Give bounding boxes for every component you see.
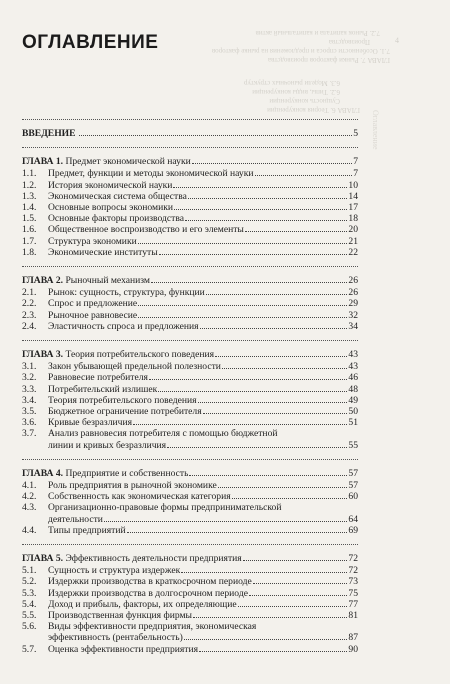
entry-number: 1.1. [22, 168, 37, 180]
entry-line [22, 156, 358, 167]
dot-leader [245, 231, 348, 232]
entry-title: Основные вопросы экономики [48, 202, 174, 213]
entry-line [22, 480, 358, 491]
page-number: 60 [348, 491, 358, 503]
entry-number: 3.5. [22, 406, 37, 417]
dot-leader [222, 368, 347, 369]
section-entry[interactable] [22, 321, 358, 332]
dot-leader [138, 243, 348, 244]
entry-line [22, 553, 358, 564]
page-number: 43 [348, 361, 358, 373]
page-number: 21 [348, 235, 358, 247]
dot-leader [158, 391, 347, 392]
entry-title: Издержки производства в краткосрочном периоде [48, 576, 252, 588]
section-divider [22, 544, 358, 545]
entry-line [22, 287, 358, 298]
page-number: 26 [348, 287, 358, 299]
entry-number: 5.1. [22, 565, 37, 577]
dot-leader [238, 606, 348, 607]
page-number: 7 [353, 156, 358, 168]
chapter-entry[interactable] [22, 156, 358, 167]
entry-title: Рыночное равновесие [48, 309, 138, 321]
entry-line [22, 644, 358, 655]
dot-leader [181, 572, 347, 573]
entry-number: 1.6. [22, 224, 37, 236]
section-entry[interactable] [22, 428, 358, 450]
bleed-page-number: 4 [395, 36, 399, 45]
entry-number: 3.4. [22, 394, 37, 406]
entry-line [22, 417, 358, 428]
bleed-line: ГЛАВА 6. Теория конкуренции [267, 106, 360, 114]
entry-title: Доход и прибыль, факторы, их определяющие [48, 598, 237, 610]
dot-leader [167, 447, 347, 448]
entry-line [22, 565, 358, 576]
entry-title: Закон убывающей предельной полезности [48, 361, 221, 373]
dot-leader [232, 498, 348, 499]
entry-number: 2.1. [22, 287, 37, 299]
entry-line [22, 349, 358, 360]
entry-number: 2.3. [22, 309, 37, 321]
dot-leader [174, 209, 347, 210]
page-number: 10 [348, 179, 358, 191]
chapter-title: Рыночный механизм [63, 275, 150, 286]
page-number: 14 [348, 190, 358, 202]
page-number: 81 [348, 610, 358, 621]
section-divider [22, 266, 358, 267]
entry-line [22, 588, 358, 599]
bleed-through-text [200, 28, 420, 114]
entry-number: 3.7. [22, 428, 37, 440]
section-entry[interactable] [22, 610, 358, 621]
entry-line [22, 599, 358, 610]
entry-title: Рынок: сущность, структура, функции [48, 287, 205, 299]
entry-line [22, 468, 358, 479]
page-number: 72 [348, 565, 358, 577]
entry-title: Спрос и предложение [48, 298, 138, 310]
dot-leader [253, 583, 348, 584]
chapter-title: Эффективность деятельности предприятия [63, 553, 242, 564]
bleed-line: ГЛАВА 7. Рынки факторов производства [268, 56, 390, 64]
entry-line [22, 525, 358, 536]
entry-title: Эластичность спроса и предложения [48, 320, 199, 332]
section-divider [22, 340, 358, 341]
entry-title: эффективность (рентабельность) [48, 632, 183, 644]
entry-title: Издержки производства в долгосрочном периоде [48, 587, 248, 599]
page-number: 43 [348, 349, 358, 360]
section-entry[interactable] [22, 480, 358, 491]
entry-title: Экономическая система общества [48, 190, 187, 202]
section-entry[interactable] [22, 417, 358, 428]
section-entry[interactable] [22, 213, 358, 224]
chapter-label: ГЛАВА 4. [22, 467, 64, 479]
section-entry[interactable] [22, 236, 358, 247]
entry-line [22, 247, 358, 258]
section-entry[interactable] [22, 644, 358, 655]
section-entry[interactable] [22, 395, 358, 406]
section-divider [22, 147, 358, 148]
bleed-line: 7.2. Рынок капитала и капитальный актив [255, 29, 380, 37]
entry-line [22, 491, 358, 502]
entry-line [22, 621, 358, 632]
chapter-label: ВВЕДЕНИЕ [22, 128, 76, 139]
entry-title: Потребительский излишек [48, 383, 158, 395]
entry-number: 5.4. [22, 598, 37, 610]
section-entry[interactable] [22, 191, 358, 202]
section-entry[interactable] [22, 298, 358, 309]
entry-line [22, 440, 358, 451]
entry-number: 3.1. [22, 361, 37, 373]
section-entry[interactable] [22, 576, 358, 587]
dot-leader [185, 220, 347, 221]
intro-entry[interactable] [22, 128, 358, 139]
entry-title: История экономической науки [48, 179, 173, 191]
entry-number: 5.3. [22, 587, 37, 599]
page-number: 77 [348, 598, 358, 610]
dot-leader [184, 639, 348, 640]
entry-line [22, 224, 358, 235]
entry-line [22, 168, 358, 179]
page-number: 69 [348, 524, 358, 536]
page-number: 7 [353, 168, 358, 180]
entry-number: 2.4. [22, 320, 37, 332]
entry-line [22, 275, 358, 286]
chapter-label: ГЛАВА 3. [22, 349, 64, 360]
entry-line [22, 514, 358, 525]
dot-leader [151, 282, 347, 283]
chapter-title: Теория потребительского поведения [63, 349, 215, 360]
section-entry[interactable] [22, 168, 358, 179]
entry-number: 3.3. [22, 383, 37, 395]
dot-leader [255, 175, 353, 176]
page-number: 34 [348, 320, 358, 332]
dot-leader [138, 305, 347, 306]
entry-line [22, 180, 358, 191]
bleed-line: 6.2. Типы, виды конкуренции [252, 88, 340, 96]
entry-title: Теория потребительского поведения [48, 394, 197, 406]
entry-title: Собственность как экономическая категория [48, 491, 231, 503]
entry-title: Экономические институты [48, 246, 158, 258]
section-entry[interactable] [22, 372, 358, 383]
dot-leader [192, 163, 352, 164]
entry-line [22, 576, 358, 587]
entry-line [22, 191, 358, 202]
entry-number: 4.4. [22, 524, 37, 536]
entry-line [22, 372, 358, 383]
entry-line [22, 395, 358, 406]
page-number: 18 [348, 213, 358, 225]
bleed-line: 7.1. Особенности спроса и предложения на рынке факторов [211, 47, 390, 55]
page-number: 22 [348, 246, 358, 258]
section-entry[interactable] [22, 310, 358, 321]
entry-number: 3.2. [22, 372, 37, 384]
entry-title: Организационно-правовые формы предпринимательской [48, 502, 282, 514]
entry-line [22, 236, 358, 247]
dot-leader [189, 475, 347, 476]
entry-title: Предмет, функции и методы экономической науки [48, 168, 254, 180]
entry-number: 2.2. [22, 298, 37, 310]
dot-leader [206, 294, 348, 295]
entry-title: Производственная функция фирмы [48, 610, 192, 621]
page-number: 73 [348, 576, 358, 588]
entry-number: 3.6. [22, 417, 37, 429]
page-number: 57 [348, 467, 358, 479]
section-entry[interactable] [22, 384, 358, 395]
page-number: 5 [353, 128, 358, 139]
section-entry[interactable] [22, 565, 358, 576]
page-title: ОГЛАВЛЕНИЕ [22, 32, 159, 53]
page-number: 55 [348, 439, 358, 451]
dot-leader [127, 532, 348, 533]
section-entry[interactable] [22, 491, 358, 502]
section-divider [22, 119, 358, 120]
entry-line [22, 310, 358, 321]
chapter-title [76, 128, 78, 139]
page-number: 29 [348, 298, 358, 310]
chapter-entry[interactable] [22, 349, 358, 360]
section-entry[interactable] [22, 588, 358, 599]
entry-title: деятельности [48, 513, 103, 525]
dot-leader [203, 413, 348, 414]
bleed-side-heading: Оглавление [371, 110, 380, 150]
page-number: 90 [348, 643, 358, 655]
entry-title: Общественное воспроизводство и его элементы [48, 224, 244, 236]
entry-number: 4.2. [22, 491, 37, 503]
entry-title: Кривые безразличия [48, 417, 133, 429]
page-number: 49 [348, 394, 358, 406]
entry-title: Виды эффективности предприятия, экономическая [48, 621, 257, 633]
entry-number: 4.1. [22, 480, 37, 491]
dot-leader [215, 356, 347, 357]
entry-line [22, 406, 358, 417]
section-entry[interactable] [22, 621, 358, 643]
entry-number: 5.2. [22, 576, 37, 588]
dot-leader [188, 198, 348, 199]
chapter-label: ГЛАВА 2. [22, 275, 64, 286]
section-entry[interactable] [22, 224, 358, 235]
section-entry[interactable] [22, 202, 358, 213]
entry-number: 1.4. [22, 202, 37, 213]
entry-title: Сущность и структура издержек [48, 565, 181, 577]
entry-title: Анализ равновесия потребителя с помощью бюджетной [48, 428, 278, 440]
entry-line [22, 428, 358, 439]
page-number: 17 [348, 202, 358, 213]
page-number: 72 [348, 553, 358, 564]
page-number: 20 [348, 224, 358, 236]
entry-line [22, 202, 358, 213]
entry-number: 1.2. [22, 179, 37, 191]
bleed-line: 6.3. Модели рыночных структур [243, 79, 340, 87]
section-entry[interactable] [22, 287, 358, 298]
page-number: 51 [348, 417, 358, 429]
dot-leader [198, 402, 348, 403]
dot-leader [249, 595, 347, 596]
entry-line [22, 128, 358, 139]
entry-title: Основные факторы производства [48, 213, 185, 225]
section-entry[interactable] [22, 406, 358, 417]
bleed-line: Производства [328, 38, 370, 46]
entry-title: Структура экономики [48, 235, 137, 247]
entry-title: Равновесие потребителя [48, 372, 148, 384]
entry-line [22, 213, 358, 224]
section-entry[interactable] [22, 247, 358, 258]
dot-leader [149, 379, 347, 380]
entry-line [22, 632, 358, 643]
entry-number: 5.6. [22, 621, 37, 633]
entry-number: 5.5. [22, 610, 37, 621]
entry-line [22, 610, 358, 621]
section-entry[interactable] [22, 599, 358, 610]
chapter-entry[interactable] [22, 275, 358, 286]
chapter-label: ГЛАВА 5. [22, 553, 64, 564]
page-number: 75 [348, 587, 358, 599]
page-number: 57 [348, 480, 358, 491]
entry-number: 1.3. [22, 190, 37, 202]
chapter-title: Предприятие и собственность [63, 467, 189, 479]
dot-leader [79, 135, 352, 136]
dot-leader [133, 424, 347, 425]
bleed-line: Сущность конкуренции [269, 97, 340, 105]
entry-title: Оценка эффективности предприятия [48, 643, 199, 655]
entry-title: Бюджетное ограничение потребителя [48, 406, 202, 417]
page-number: 48 [348, 383, 358, 395]
dot-leader [243, 560, 348, 561]
dot-leader [173, 187, 347, 188]
entry-title: Типы предприятий [48, 524, 126, 536]
page-number: 87 [348, 632, 358, 644]
entry-line [22, 502, 358, 513]
chapter-title: Предмет экономической науки [63, 156, 191, 168]
entry-line [22, 384, 358, 395]
section-entry[interactable] [22, 502, 358, 524]
entry-title: Роль предприятия в рыночной экономике [48, 480, 217, 491]
section-divider [22, 459, 358, 460]
entry-line [22, 321, 358, 332]
chapter-entry[interactable] [22, 553, 358, 564]
section-entry[interactable] [22, 361, 358, 372]
page-number: 50 [348, 406, 358, 417]
page-number: 26 [348, 275, 358, 286]
section-entry[interactable] [22, 180, 358, 191]
entry-title: линии и кривых безразличия [48, 439, 167, 451]
dot-leader [138, 317, 347, 318]
dot-leader [193, 617, 347, 618]
entry-line [22, 361, 358, 372]
page-number: 46 [348, 372, 358, 384]
dot-leader [104, 521, 347, 522]
chapter-entry[interactable] [22, 468, 358, 479]
entry-number: 4.3. [22, 502, 37, 514]
entry-number: 1.8. [22, 246, 37, 258]
page-number: 32 [348, 309, 358, 321]
entry-number: 1.7. [22, 235, 37, 247]
dot-leader [200, 328, 348, 329]
dot-leader [218, 487, 348, 488]
page-number: 64 [348, 513, 358, 525]
section-entry[interactable] [22, 525, 358, 536]
entry-number: 1.5. [22, 213, 37, 225]
dot-leader [159, 254, 348, 255]
chapter-label: ГЛАВА 1. [22, 156, 64, 168]
entry-number: 5.7. [22, 643, 37, 655]
dot-leader [199, 651, 347, 652]
entry-line [22, 298, 358, 309]
